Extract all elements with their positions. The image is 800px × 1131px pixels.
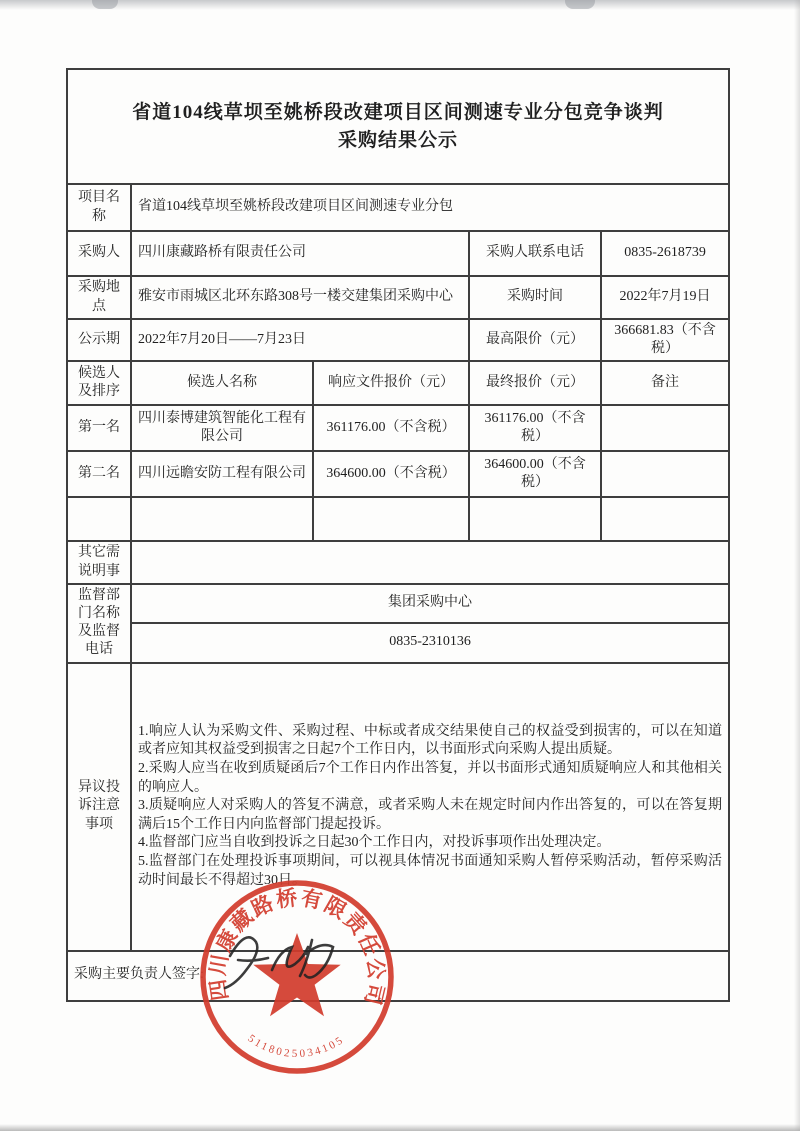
purchaser-phone-value: 0835-2618739	[601, 231, 729, 276]
candidate-bid-header: 响应文件报价（元）	[313, 361, 469, 405]
table-row-project-name	[67, 184, 729, 231]
table-row-candidates-header	[67, 361, 729, 405]
seal-company-name: 四川康藏路桥有限责任公司	[205, 885, 389, 1010]
supervision-department: 集团采购中心	[131, 584, 729, 623]
candidate-1-final: 361176.00（不含税）	[469, 405, 601, 451]
objection-item-5: 5.监督部门在处理投诉事项期间，可以视具体情况书面通知采购人暂停采购活动，暂停采购活动时间最长不得超过30日。	[138, 853, 723, 888]
objection-item-2: 2.采购人应当在收到质疑函后7个工作日内作出答复，并以书面形式通知质疑响应人和其他相关的响应人。	[138, 761, 723, 795]
signature-stroke	[272, 947, 308, 970]
table-row-purchaser	[67, 231, 729, 276]
table-row-title	[67, 69, 729, 184]
table-row-other-notes	[67, 541, 729, 583]
scan-artifact	[565, 0, 595, 9]
purchaser-phone-label: 采购人联系电话	[469, 231, 601, 276]
other-notes-label: 其它需说明事	[67, 541, 131, 583]
other-notes-value	[131, 541, 729, 583]
signature-line-label: 采购主要负责人签字:	[67, 951, 729, 1001]
svg-text:5118025034105	[245, 1032, 346, 1060]
title-line-1: 省道104线草坝至姚桥段改建项目区间测速专业分包竞争谈判	[132, 101, 664, 123]
candidate-1-remark	[601, 405, 729, 451]
seal-serial-number: 5118025034105	[245, 1032, 347, 1061]
signature-stroke	[300, 940, 333, 978]
candidate-2-name: 四川远瞻安防工程有限公司	[131, 451, 313, 497]
procurement-result-table	[66, 68, 730, 1002]
candidate-3-final	[469, 497, 601, 541]
candidate-3-rank	[67, 497, 131, 541]
candidate-2-rank: 第二名	[67, 451, 131, 497]
supervision-phone: 0835-2310136	[131, 623, 729, 663]
location-value: 雅安市雨城区北环东路308号一楼交建集团采购中心	[131, 276, 469, 319]
publicity-period-label: 公示期	[67, 319, 131, 361]
location-label: 采购地点	[67, 276, 131, 319]
objection-label: 异议投诉注意事项	[67, 663, 131, 951]
max-price-value: 366681.83（不含税）	[601, 319, 729, 361]
signature-stroke	[225, 937, 257, 988]
candidate-3-bid	[313, 497, 469, 541]
scan-right-shadow	[794, 0, 800, 1131]
title-line-2: 采购结果公示	[338, 129, 459, 151]
table-row-publicity-period	[67, 319, 729, 361]
objection-item-3: 3.质疑响应人对采购人的答复不满意，或者采购人未在规定时间内作出答复的，可以在答复期满后15个工作日内向监督部门提起投诉。	[138, 798, 723, 832]
document-title	[67, 69, 729, 184]
handwritten-signature	[208, 916, 358, 998]
candidate-1-name: 四川泰博建筑智能化工程有限公司	[131, 405, 313, 451]
purchase-time-label: 采购时间	[469, 276, 601, 319]
supervision-label: 监督部门名称及监督电话	[67, 584, 131, 663]
candidate-1-rank: 第一名	[67, 405, 131, 451]
objection-item-1: 1.响应人认为采购文件、采购过程、中标或者成交结果使自己的权益受到损害的，可以在知道或者应知其权益受到损害之日起7个工作日内，以书面形式向采购人提出质疑。	[138, 723, 723, 758]
table-row-supervision-name	[67, 584, 729, 623]
candidate-2-final: 364600.00（不含税）	[469, 451, 601, 497]
purchase-time-value: 2022年7月19日	[601, 276, 729, 319]
candidate-rank-header: 候选人及排序	[67, 361, 131, 405]
project-name-value: 省道104线草坝至姚桥段改建项目区间测速专业分包	[131, 184, 729, 231]
table-row-candidate-empty	[67, 497, 729, 541]
project-name-label: 项目名称	[67, 184, 131, 231]
purchaser-label: 采购人	[67, 231, 131, 276]
purchaser-value: 四川康藏路桥有限责任公司	[131, 231, 469, 276]
table-row-candidate-1	[67, 405, 729, 451]
candidate-2-bid: 364600.00（不含税）	[313, 451, 469, 497]
scan-top-shadow	[0, 0, 800, 10]
scan-artifact	[92, 0, 118, 9]
candidate-final-header: 最终报价（元）	[469, 361, 601, 405]
candidate-name-header: 候选人名称	[131, 361, 313, 405]
table-row-candidate-2	[67, 451, 729, 497]
candidate-1-bid: 361176.00（不含税）	[313, 405, 469, 451]
max-price-label: 最高限价（元）	[469, 319, 601, 361]
candidate-2-remark	[601, 451, 729, 497]
publicity-period-value: 2022年7月20日——7月23日	[131, 319, 469, 361]
scan-bottom-shadow	[0, 1124, 800, 1131]
candidate-remark-header: 备注	[601, 361, 729, 405]
table-row-supervision-phone	[67, 623, 729, 663]
objection-item-4: 4.监督部门应当自收到投诉之日起30个工作日内，对投诉事项作出处理决定。	[138, 835, 611, 851]
candidate-3-name	[131, 497, 313, 541]
candidate-3-remark	[601, 497, 729, 541]
table-row-location	[67, 276, 729, 319]
